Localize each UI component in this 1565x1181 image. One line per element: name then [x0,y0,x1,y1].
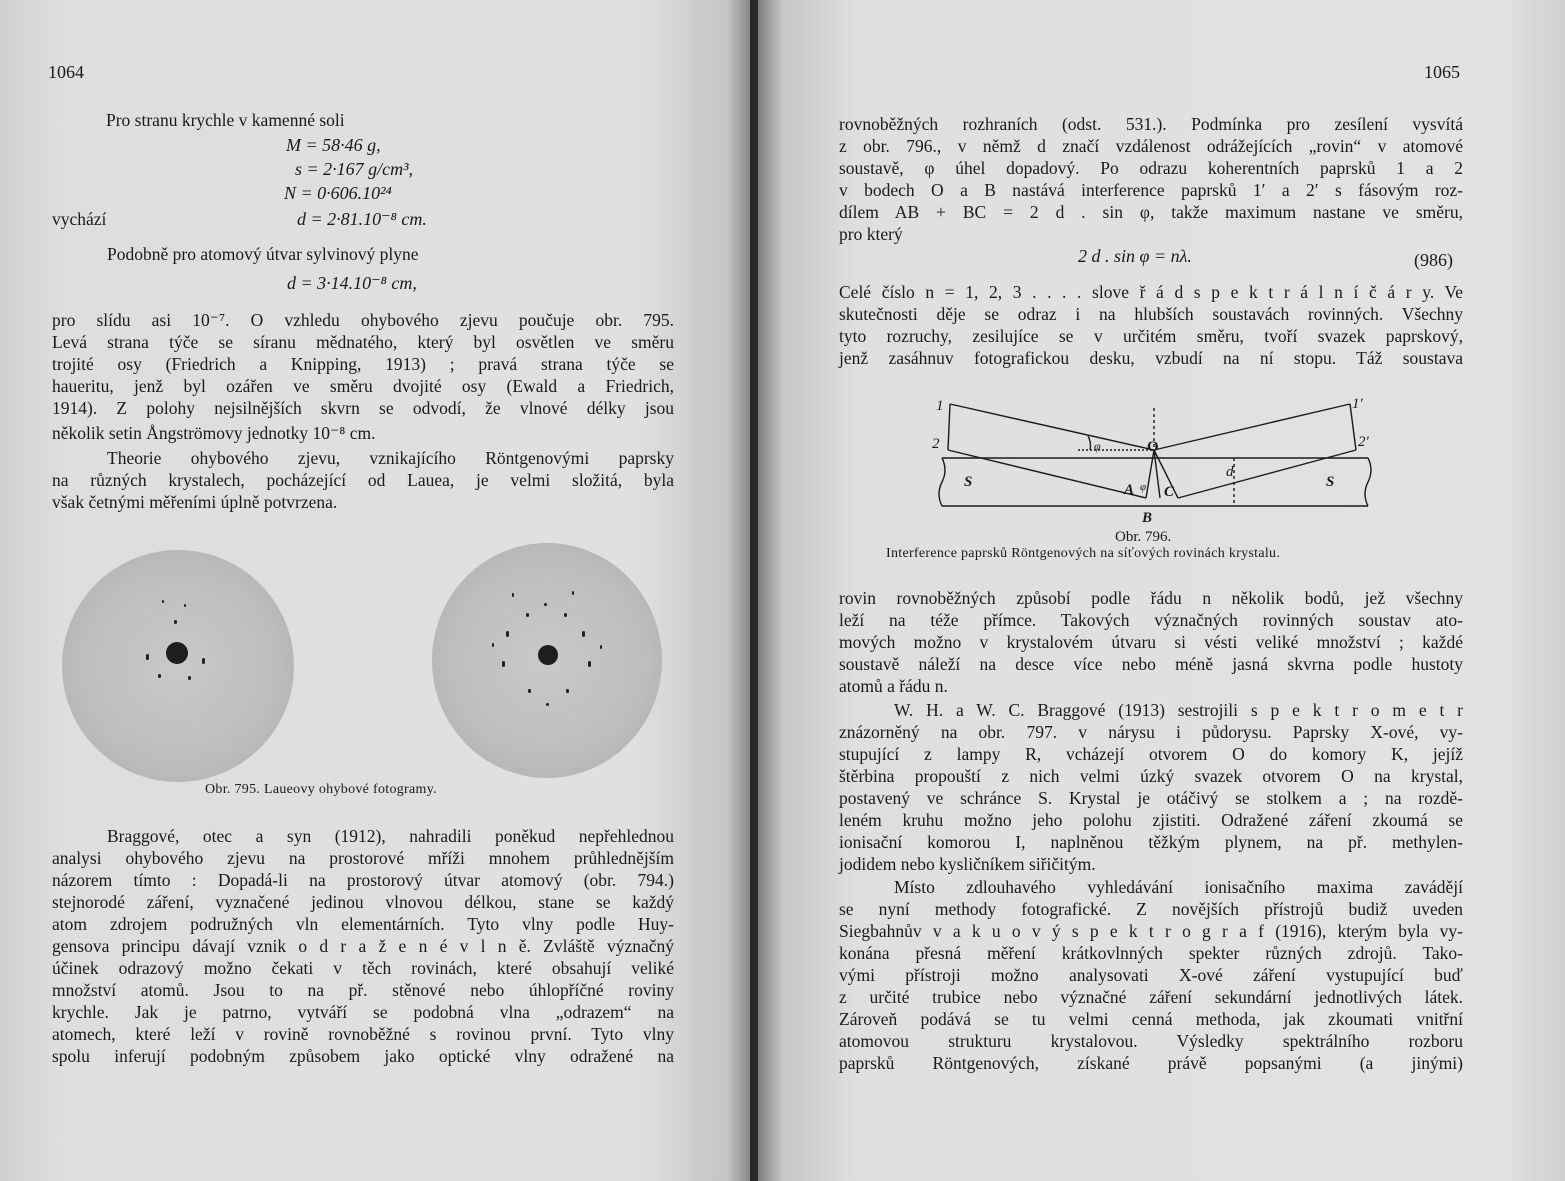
text-line: z určité trubice nebo význačné záření sekundární jednotlivých látek. [839,987,1463,1007]
text-line: soustavě náleží na desce více nebo méně jasná skvrna podle hustoty [839,654,1463,674]
text-line: atomů a řádu n. [839,676,948,696]
figure-796-number: Obr. 796. [1115,529,1172,545]
formula-density: s = 2·167 g/cm³, [295,159,414,179]
text-line: dílem AB + BC = 2 d . sin φ, takže maximum nastane ve směru, [839,202,1463,222]
figure-796-caption: Interference paprsků Röntgenových na síťových rovinách krystalu. [886,546,1281,561]
text-line: vými přístroji možno analysovati X-ové záření vystupující buď [839,965,1463,985]
text-line: leném kruhu možno jeho polohu zjistiti. Odražené záření zkoumá se [839,810,1463,830]
text-line: na různých krystalech, pocházející od Lauea, je velmi složitá, byla [52,470,674,490]
text-line: v bodech O a B nastává interference paprsků 1′ a 2′ s fásovým roz- [839,180,1463,200]
text-line: pro slídu asi 10⁻⁷. O vzhledu ohybového zjevu poučuje obr. 795. [52,310,674,330]
text-line: krychle. Jak je patrno, vytváří se podobná vlna „odrazem“ na [52,1002,674,1022]
sylvin-line: Podobně pro atomový útvar sylvinový plyne [107,244,419,264]
page-number-left: 1064 [48,62,84,82]
text-line: však četnými měřeními úplně potvrzena. [52,492,338,512]
text-line: leží na téže přímce. Takových význačných rovinných soustav ato- [839,610,1463,630]
diagram-label-2: 2 [932,436,940,452]
text-line: štěrbina propouští z nich velmi úzký svazek otvorem O na krystal, [839,766,1463,786]
equation-986: 2 d . sin φ = nλ. [1078,246,1192,266]
text-line: atom zdrojem podružných vln elementárních. Tyto vlny podle Huy- [52,914,674,934]
text-line: Braggové, otec a syn (1912), nahradili poněkud nepřehlednou [107,826,674,846]
laue-photo-left [62,550,294,782]
diagram-label-d: d [1226,464,1234,480]
text-line: Theorie ohybového zjevu, vznikajícího Röntgenovými paprsky [107,448,674,468]
text-line: analysi ohybového zjevu na prostorové mříži mnohem průhlednějším [52,848,674,868]
equation-number: (986) [1414,250,1453,270]
text-line: paprsků Röntgenových, získané právě popsanými (a jinými) [839,1053,1463,1073]
diagram-label-O: O [1147,439,1159,455]
text-line: soustavě, φ úhel dopadový. Po odrazu koherentních paprsků 1 a 2 [839,158,1463,178]
text-line: ionisační komorou I, naplněnou těžkým plynem, na př. methylen- [839,832,1463,852]
diagram-label-A: A [1124,482,1135,498]
laue-photo-right [432,543,662,778]
text-line: 1914). Z polohy nejsilnějších skvrn se odvodí, že vlnové délky jsou [52,398,674,418]
text-line: jodidem nebo kysličníkem siřičitým. [839,854,1096,874]
text-line: znázorněný na obr. 797. v nárysu i půdorysu. Paprsky X-ové, vy- [839,722,1463,742]
diagram-label-S-left: S [964,474,973,490]
text-line: gensova principu dávají vznik o d r a ž e n é v l n ě. Zvláště význačný [52,936,674,956]
right-page [758,0,1565,1181]
text-line: Místo zdlouhavého vyhledávání ionisačního maxima zavádějí [894,877,1463,897]
text-line: konána přesná měření krátkovlnných spekter různých zdrojů. Tako- [839,943,1463,963]
text-line: postavený ve schránce S. Krystal je otáčivý se stolkem a ; na rozdě- [839,788,1463,808]
text-line: haueritu, jenž byl ozářen ve směru dvojité osy (Ewald a Friedrich, [52,376,674,396]
figure-796-diagram [928,390,1388,525]
text-line: stejnorodé záření, vyznačené jedinou vlnovou délkou, stane se každý [52,892,674,912]
diagram-label-1: 1 [936,398,944,414]
diagram-label-2prime: 2′ [1358,434,1369,450]
intro-line: Pro stranu krychle v kamenné soli [106,110,345,130]
text-line: Siegbahnův v a k u o v ý s p e k t r o g r a f (1916), kterým byla vy- [839,921,1463,941]
book-gutter [750,0,758,1181]
figure-795-caption: Obr. 795. Laueovy ohybové fotogramy. [205,782,437,797]
text-line: trojité osy (Friedrich a Knipping, 1913) ; pravá strana týče se [52,354,674,374]
text-line: tyto rozruchy, zesilujíce se v určitém směru, tvoří svazek paprskový, [839,326,1463,346]
text-line: rovnoběžných rozhraních (odst. 531.). Podmínka pro zesílení vysvítá [839,114,1463,134]
text-line: W. H. a W. C. Braggové (1913) sestrojili s p e k t r o m e t r [894,700,1463,720]
text-line: spolu inferují podobným způsobem jako optické vlny odražené na [52,1046,674,1066]
text-line: z obr. 796., v němž d značí vzdálenost odrážejících „rovin“ v atomové [839,136,1463,156]
diagram-label-B: B [1142,510,1153,525]
diagram-label-C: C [1164,484,1175,500]
text-line: mových možno v krystalovém útvaru si vésti veliké množství ; každé [839,632,1463,652]
text-line: Levá strana týče se síranu mědnatého, který byl osvětlen ve směru [52,332,674,352]
diagram-label-S-right: S [1326,474,1335,490]
formula-result: d = 2·81.10⁻⁸ cm. [297,209,427,229]
text-line: několik setin Ångströmovy jednotky 10⁻⁸ cm. [52,423,376,443]
text-line: Zároveň podává se tu velmi cenná methoda, jak zkoumati vnitřní [839,1009,1463,1029]
text-line: stupující z lampy R, vcházejí otvorem O do komory K, jejíž [839,744,1463,764]
formula-mass: M = 58·46 g, [286,135,381,155]
text-line: rovin rovnoběžných způsobí podle řádu n několik bodů, jež všechny [839,588,1463,608]
text-line: pro který [839,224,903,244]
text-line: se nyní methody fotografické. Z novějších přístrojů budiž uveden [839,899,1463,919]
result-label: vychází [52,209,107,229]
page-number-right: 1065 [1424,62,1460,82]
diagram-label-1prime: 1′ [1352,396,1363,412]
formula-avogadro: N = 0·606.10²⁴ [284,183,392,203]
diagram-label-phi2: φ [1140,481,1147,493]
text-line: Celé číslo n = 1, 2, 3 . . . . slove ř á d s p e k t r á l n í č á r y. Ve [839,282,1463,302]
text-line: atomech, které leží v rovině rovnoběžné s rovinou první. Tyto vlny [52,1024,674,1044]
text-line: množství atomů. Jsou to na př. stěnové nebo úhlopříčné roviny [52,980,674,1000]
formula-sylvin: d = 3·14.10⁻⁸ cm, [287,273,417,293]
text-line: skutečnosti děje se odraz i na hlubších soustavách rovinných. Všechny [839,304,1463,324]
text-line: účinek odrazový možno čekati v těch rovinách, které obsahují veliké [52,958,674,978]
text-line: atomovou strukturu krystalovou. Výsledky spektrálního rozboru [839,1031,1463,1051]
text-line: jenž zasáhnuv fotografickou desku, vzbudí na ní stopu. Táž soustava [839,348,1463,368]
text-line: názorem tímto : Dopadá-li na prostorový útvar atomový (obr. 794.) [52,870,674,890]
left-page [0,0,750,1181]
diagram-label-phi: φ [1094,439,1101,453]
